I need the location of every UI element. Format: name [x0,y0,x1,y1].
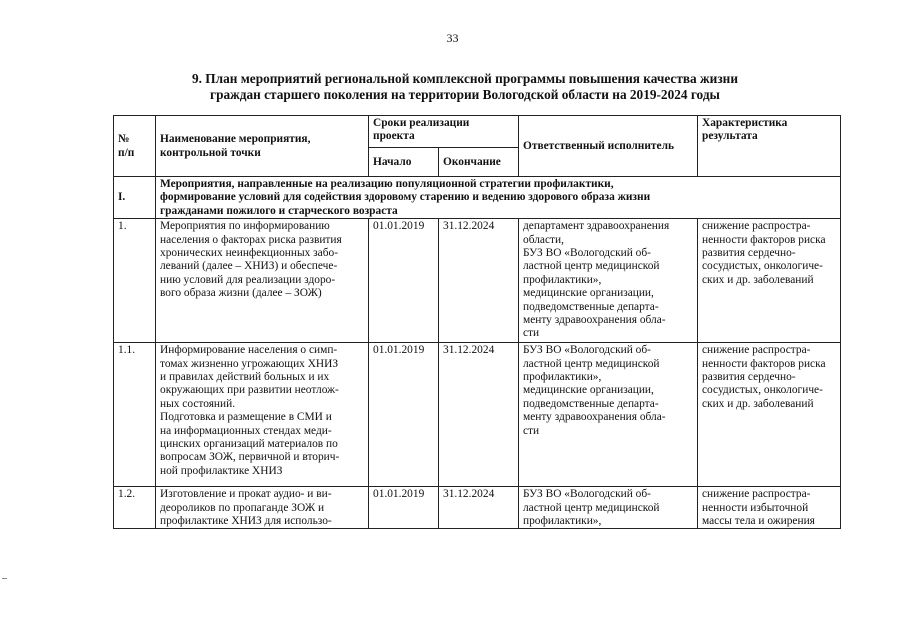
row-start: 01.01.2019 [369,219,439,343]
header-end: Окончание [439,148,519,177]
row-executor: департамент здравоохранения области, БУЗ ВО «Вологодский об- ластной центр медицинской профилактики», медицинские организации, подведомственные департа- менту здравоохранения обла- сти [519,219,698,343]
row-end: 31.12.2024 [439,487,519,529]
table-row [114,219,841,343]
section-num: I. [114,177,156,219]
row-name: Мероприятия по информированию населения о факторах риска развития хронических неинфекционных забо- леваний (далее – ХНИЗ) и обеспече- нию условий для реализации здоро- вого образа жизни (далее – ЗОЖ) [156,219,369,343]
row-num: 1.2. [114,487,156,529]
header-start: Начало [369,148,439,177]
row-result: снижение распростра- ненности факторов риска развития сердечно- сосудистых, онкологиче- ских и др. заболеваний [698,343,841,487]
header-result: Характеристика результата [698,116,841,177]
row-executor: БУЗ ВО «Вологодский об- ластной центр медицинской профилактики», [519,487,698,529]
document-title [115,71,815,103]
page-number: 33 [446,31,459,45]
table-row [114,487,841,529]
row-executor: БУЗ ВО «Вологодский об- ластной центр медицинской профилактики», медицинские организации, подведомственные департа- менту здравоохранения обла- сти [519,343,698,487]
section-row [114,177,841,219]
plan-table [113,115,841,529]
row-start: 01.01.2019 [369,343,439,487]
title-line-2: граждан старшего поколения на территории Вологодской области на 2019-2024 годы [210,87,720,102]
row-result: снижение распростра- ненности факторов риска развития сердечно- сосудистых, онкологиче- ских и др. заболеваний [698,219,841,343]
row-end: 31.12.2024 [439,219,519,343]
row-name: Информирование населения о симп- томах жизненно угрожающих ХНИЗ и правилах действий больных и их окружающих при развитии неотлож- ных состояний. Подготовка и размещение в СМИ и на информационных стендах меди- цинских организаций материалов по вопросам ЗОЖ, первичной и вторич- ной профилактике ХНИЗ [156,343,369,487]
header-period: Сроки реализации проекта [369,116,519,148]
row-result: снижение распростра- ненности избыточной массы тела и ожирения [698,487,841,529]
table-row [114,343,841,487]
row-num: 1. [114,219,156,343]
row-num: 1.1. [114,343,156,487]
row-end: 31.12.2024 [439,343,519,487]
row-start: 01.01.2019 [369,487,439,529]
header-executor: Ответственный исполнитель [519,116,698,177]
header-num: № п/п [114,116,156,177]
row-name: Изготовление и прокат аудио- и ви- деороликов по пропаганде ЗОЖ и профилактике ХНИЗ для использо- [156,487,369,529]
header-name: Наименование мероприятия, контрольной точки [156,116,369,177]
section-text: Мероприятия, направленные на реализацию популяционной стратегии профилактики, формирование условий для содействия здоровому старению и ведению здорового образа жизни гражданами пожилого и старческого возраста [156,177,841,219]
margin-mark [2,578,7,579]
title-line-1: 9. План мероприятий региональной комплексной программы повышения качества жизни [192,71,738,86]
header-row-1 [114,116,841,148]
